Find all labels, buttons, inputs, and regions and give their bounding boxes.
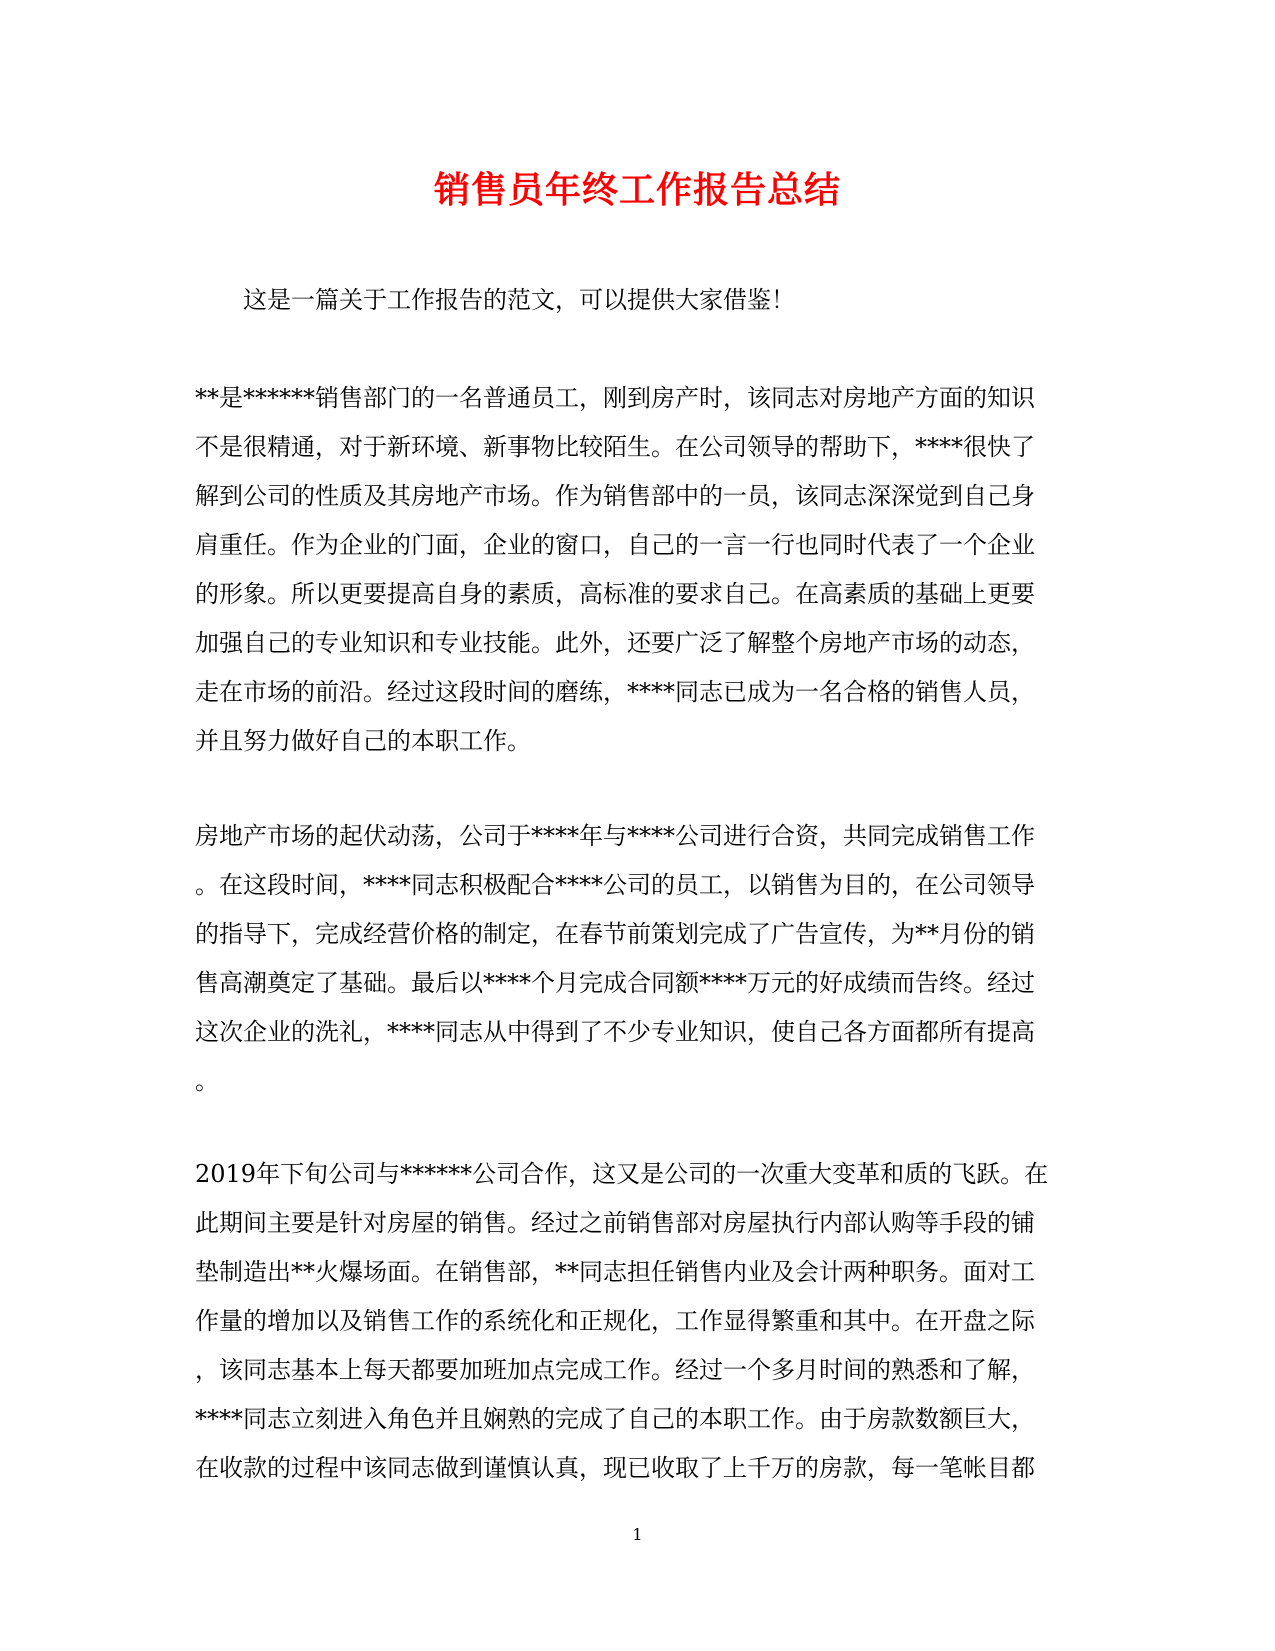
paragraph-line: 这次企业的洗礼，****同志从中得到了不少专业知识，使自己各方面都所有提高: [195, 1018, 1035, 1046]
paragraph-line: 在收款的过程中该同志做到谨慎认真，现已收取了上千万的房款，每一笔帐目都: [195, 1454, 1035, 1482]
paragraph-line: 不是很精通，对于新环境、新事物比较陌生。在公司领导的帮助下，****很快了: [195, 433, 1035, 461]
intro-paragraph: 这是一篇关于工作报告的范文，可以提供大家借鉴！: [243, 286, 795, 314]
paragraph-line: 。在这段时间，****同志积极配合****公司的员工，以销售为目的，在公司领导: [195, 871, 1035, 899]
paragraph-line: 走在市场的前沿。经过这段时间的磨练，****同志已成为一名合格的销售人员，: [195, 678, 1035, 706]
paragraph-2: [195, 812, 1080, 1106]
paragraph-line: 此期间主要是针对房屋的销售。经过之前销售部对房屋执行内部认购等手段的铺: [195, 1209, 1035, 1237]
paragraph-line: 的形象。所以更要提高自身的素质，高标准的要求自己。在高素质的基础上更要: [195, 580, 1035, 608]
paragraph-line: 加强自己的专业知识和专业技能。此外，还要广泛了解整个房地产市场的动态，: [195, 629, 1035, 657]
paragraph-line: 房地产市场的起伏动荡，公司于****年与****公司进行合资，共同完成销售工作: [195, 822, 1035, 850]
paragraph-line: 作量的增加以及销售工作的系统化和正规化，工作显得繁重和其中。在开盘之际: [195, 1307, 1035, 1335]
paragraph-line: 解到公司的性质及其房地产市场。作为销售部中的一员，该同志深深觉到自己身: [195, 482, 1035, 510]
paragraph-line: 的指导下，完成经营价格的制定，在春节前策划完成了广告宣传，为**月份的销: [195, 920, 1035, 948]
paragraph-line: 售高潮奠定了基础。最后以****个月完成合同额****万元的好成绩而告终。经过: [195, 969, 1035, 997]
paragraph-line: ，该同志基本上每天都要加班加点完成工作。经过一个多月时间的熟悉和了解，: [195, 1356, 1035, 1384]
paragraph-line: **是******销售部门的一名普通员工，刚到房产时，该同志对房地产方面的知识: [195, 384, 1035, 412]
paragraph-1: [195, 374, 1080, 766]
paragraph-line: ****同志立刻进入角色并且娴熟的完成了自己的本职工作。由于房款数额巨大，: [195, 1405, 1035, 1433]
page-number: 1: [632, 1525, 643, 1544]
paragraph-line: 。: [195, 1067, 219, 1095]
document-title: 销售员年终工作报告总结: [433, 169, 841, 211]
paragraph-line: 肩重任。作为企业的门面，企业的窗口，自己的一言一行也同时代表了一个企业: [195, 531, 1035, 559]
paragraph-line: 垫制造出**火爆场面。在销售部，**同志担任销售内业及会计两种职务。面对工: [195, 1258, 1035, 1286]
paragraph-line: 并且努力做好自己的本职工作。: [195, 727, 531, 755]
paragraph-line: 2019年下旬公司与******公司合作，这又是公司的一次重大变革和质的飞跃。在: [195, 1160, 1049, 1188]
paragraph-3: [195, 1150, 1080, 1493]
